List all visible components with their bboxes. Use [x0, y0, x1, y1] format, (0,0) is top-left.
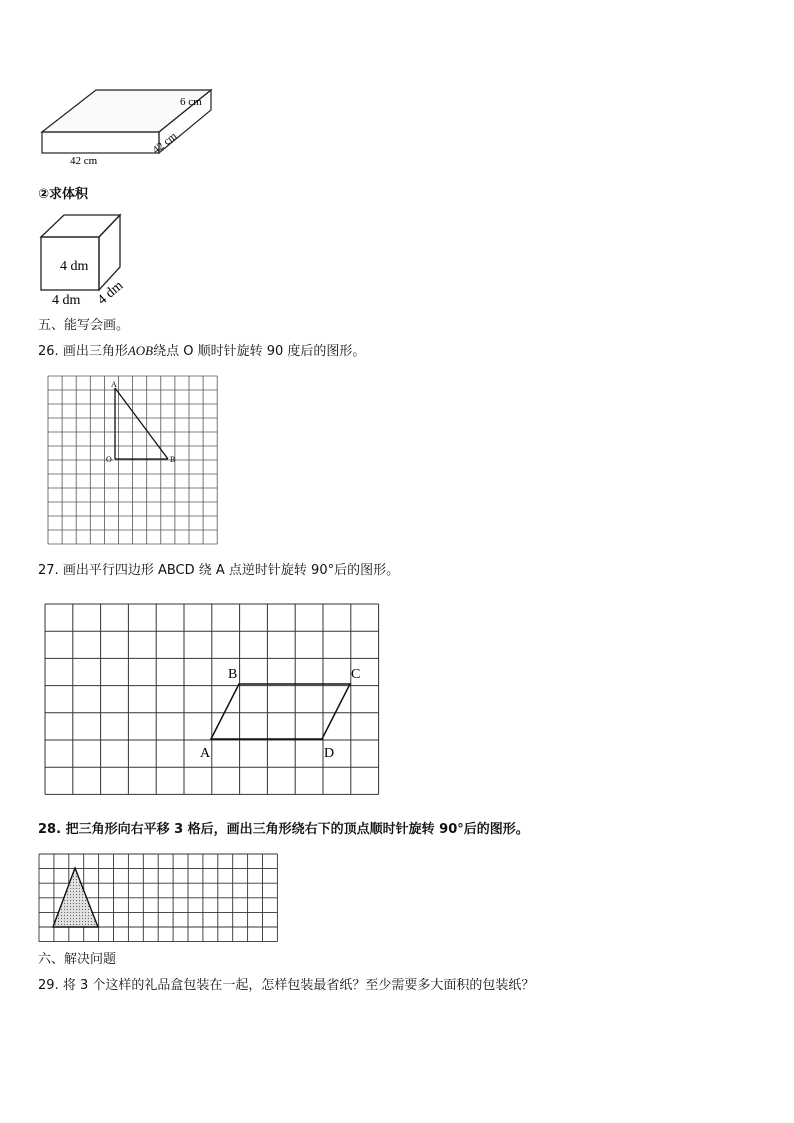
- q28-grid-figure: [36, 851, 282, 945]
- q27-grid: [45, 604, 379, 794]
- q28-body: 把三角形向右平移 3 格后，画出三角形绕右下的顶点顺时针旋转 90°后的图形。: [65, 822, 529, 837]
- q27-label-d: D: [324, 746, 335, 761]
- q26-label-b: B: [170, 455, 176, 464]
- box-width-label: 42 cm: [70, 155, 98, 167]
- q27-label-c: C: [351, 667, 361, 682]
- box-height-label: 6 cm: [180, 96, 202, 108]
- cube-figure: [36, 212, 146, 310]
- q26-label-o: O: [106, 455, 112, 464]
- cube-bottom-label: 4 dm: [52, 293, 81, 308]
- box-front-face: [42, 132, 159, 153]
- q27-body: 画出平行四边形 ABCD 绕 A 点逆时针旋转 90°后的图形。: [62, 563, 400, 578]
- q26-segment-ab: [115, 388, 168, 459]
- cube-front-label: 4 dm: [60, 259, 89, 274]
- q27-parallelogram: [211, 684, 350, 739]
- q26-text-before: 画出三角形: [62, 344, 128, 359]
- volume-heading: ②求体积: [38, 187, 89, 202]
- q28-text: [38, 822, 529, 838]
- box-figure: [36, 84, 226, 168]
- q26-grid-figure: [46, 374, 220, 546]
- section-five-heading: 五、能写会画。: [38, 318, 130, 333]
- q27-number: 27.: [38, 563, 59, 578]
- cube-top-face: [41, 215, 120, 237]
- q29-number: 29.: [38, 978, 59, 993]
- q29-text: [38, 978, 534, 994]
- q27-label-a: A: [200, 746, 211, 761]
- q28-number: 28.: [38, 822, 62, 837]
- q26-italic: AOB: [127, 343, 154, 358]
- q26-label-a: A: [111, 380, 117, 389]
- cube-side-label: 4 dm: [94, 278, 127, 309]
- q26-number: 26.: [38, 344, 59, 359]
- section-six-heading: 六、解决问题: [38, 952, 117, 967]
- q26-text: [38, 343, 365, 360]
- q29-body: 将 3 个这样的礼品盒包装在一起，怎样包装最省纸？至少需要多大面积的包装纸？: [62, 978, 535, 993]
- q27-label-b: B: [228, 667, 238, 682]
- q27-text: [38, 563, 399, 579]
- q26-grid: [48, 376, 217, 544]
- q26-text-after: 绕点 O 顺时针旋转 90 度后的图形。: [153, 344, 366, 359]
- box-depth-label: 42 cm: [150, 130, 180, 157]
- q27-grid-figure: [42, 601, 382, 795]
